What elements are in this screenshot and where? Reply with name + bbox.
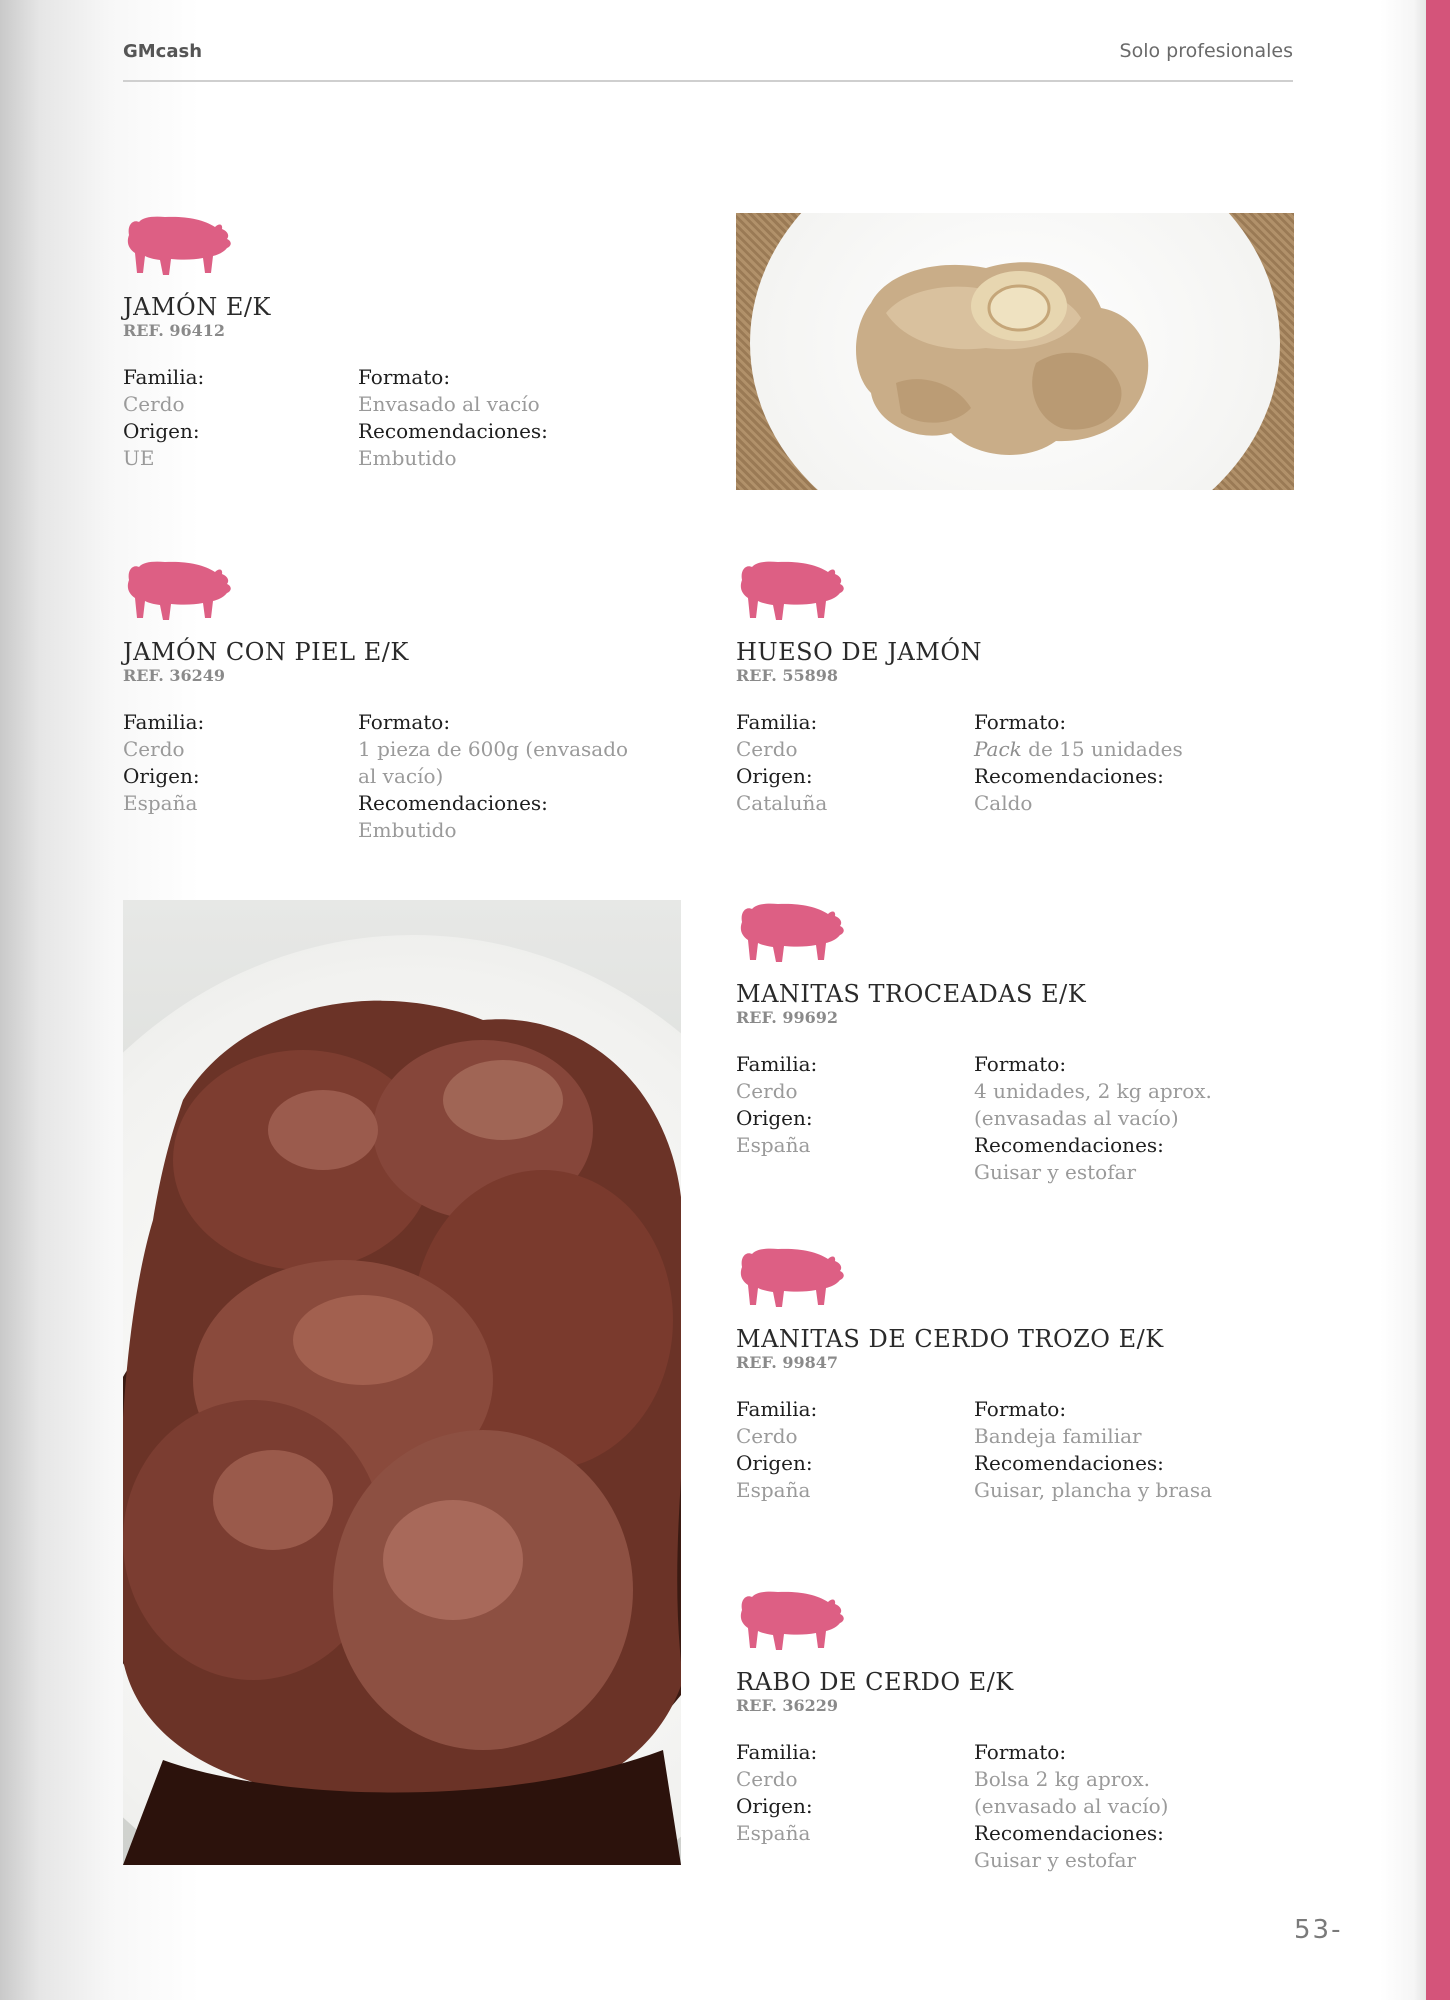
recomendaciones-value: Embutido: [358, 446, 457, 470]
origen-label: Origen:: [736, 1451, 813, 1475]
product-ref: REF. 36229: [736, 1696, 839, 1715]
formato-label: Formato:: [974, 1397, 1067, 1421]
origen-value: Cataluña: [736, 791, 828, 815]
recomendaciones-label: Recomendaciones:: [974, 1133, 1164, 1157]
pig-icon: [123, 213, 233, 279]
origen-value: UE: [123, 446, 155, 470]
ham-photo: [736, 213, 1294, 490]
formato-value: 1 pieza de 600g (envasado al vacío): [358, 737, 629, 788]
recomendaciones-value: Guisar, plancha y brasa: [974, 1478, 1213, 1502]
accent-edge-stripe: [1426, 0, 1450, 2000]
product-ref: REF. 99847: [736, 1353, 839, 1372]
pig-icon: [123, 558, 233, 624]
origen-value: España: [736, 1133, 811, 1157]
familia-label: Familia:: [736, 1052, 818, 1076]
recomendaciones-label: Recomendaciones:: [358, 419, 548, 443]
trotters-photo: [123, 900, 681, 1865]
header-divider: [123, 80, 1293, 82]
product-name: JAMÓN CON PIEL E/K: [123, 638, 409, 666]
formato-value: 4 unidades, 2 kg aprox. (envasadas al vacío): [974, 1079, 1212, 1130]
recomendaciones-value: Embutido: [358, 818, 457, 842]
page-number: 53-: [1294, 1915, 1343, 1945]
product-ref: REF. 55898: [736, 666, 839, 685]
product-name: MANITAS TROCEADAS E/K: [736, 980, 1087, 1008]
recomendaciones-label: Recomendaciones:: [358, 791, 548, 815]
recomendaciones-value: Caldo: [974, 791, 1033, 815]
formato-value: Bandeja familiar: [974, 1424, 1142, 1448]
recomendaciones-label: Recomendaciones:: [974, 1821, 1164, 1845]
product-card: [736, 900, 1296, 1191]
pig-icon: [736, 1588, 846, 1654]
familia-label: Familia:: [123, 710, 205, 734]
product-name: RABO DE CERDO E/K: [736, 1668, 1014, 1696]
origen-label: Origen:: [736, 1794, 813, 1818]
recomendaciones-value: Guisar y estofar: [974, 1848, 1137, 1872]
familia-value: Cerdo: [736, 737, 798, 761]
product-card: [123, 558, 683, 849]
formato-value: Envasado al vacío: [358, 392, 540, 416]
origen-value: España: [123, 791, 198, 815]
trotters-illustration: [123, 900, 681, 1865]
origen-label: Origen:: [736, 764, 813, 788]
header-tagline: Solo profesionales: [1119, 40, 1293, 62]
familia-label: Familia:: [736, 1397, 818, 1421]
formato-label: Formato:: [974, 1052, 1067, 1076]
origen-label: Origen:: [123, 764, 200, 788]
formato-value: Bolsa 2 kg aprox. (envasado al vacío): [974, 1767, 1169, 1818]
pig-icon: [736, 1245, 846, 1311]
familia-label: Familia:: [736, 1740, 818, 1764]
product-card: [736, 1588, 1296, 1879]
formato-label: Formato:: [974, 1740, 1067, 1764]
recomendaciones-label: Recomendaciones:: [974, 764, 1164, 788]
product-name: JAMÓN E/K: [123, 293, 271, 321]
ham-slice-illustration: [736, 213, 1294, 490]
formato-value: [974, 736, 1274, 763]
pig-icon: [736, 558, 846, 624]
page-edge-shadow: [1414, 0, 1426, 2000]
recomendaciones-label: Recomendaciones:: [974, 1451, 1164, 1475]
product-card: [123, 213, 683, 474]
origen-value: España: [736, 1478, 811, 1502]
product-card: [736, 1245, 1296, 1506]
pig-icon: [736, 900, 846, 966]
origen-label: Origen:: [123, 419, 200, 443]
formato-label: Formato:: [358, 365, 451, 389]
familia-value: Cerdo: [123, 737, 185, 761]
origen-label: Origen:: [736, 1106, 813, 1130]
product-ref: REF. 99692: [736, 1008, 839, 1027]
familia-value: Cerdo: [736, 1767, 798, 1791]
familia-label: Familia:: [123, 365, 205, 389]
product-ref: REF. 96412: [123, 321, 226, 340]
formato-label: Formato:: [358, 710, 451, 734]
origen-value: España: [736, 1821, 811, 1845]
familia-value: Cerdo: [736, 1079, 798, 1103]
formato-rest: de 15 unidades: [1021, 737, 1183, 761]
recomendaciones-value: Guisar y estofar: [974, 1160, 1137, 1184]
familia-value: Cerdo: [123, 392, 185, 416]
formato-label: Formato:: [974, 710, 1067, 734]
familia-label: Familia:: [736, 710, 818, 734]
product-name: HUESO DE JAMÓN: [736, 638, 983, 666]
brand-name: GMcash: [123, 41, 203, 62]
familia-value: Cerdo: [736, 1424, 798, 1448]
product-ref: REF. 36249: [123, 666, 226, 685]
product-card: [736, 558, 1296, 819]
formato-italic-part: Pack: [974, 737, 1022, 761]
product-name: MANITAS DE CERDO TROZO E/K: [736, 1325, 1164, 1353]
